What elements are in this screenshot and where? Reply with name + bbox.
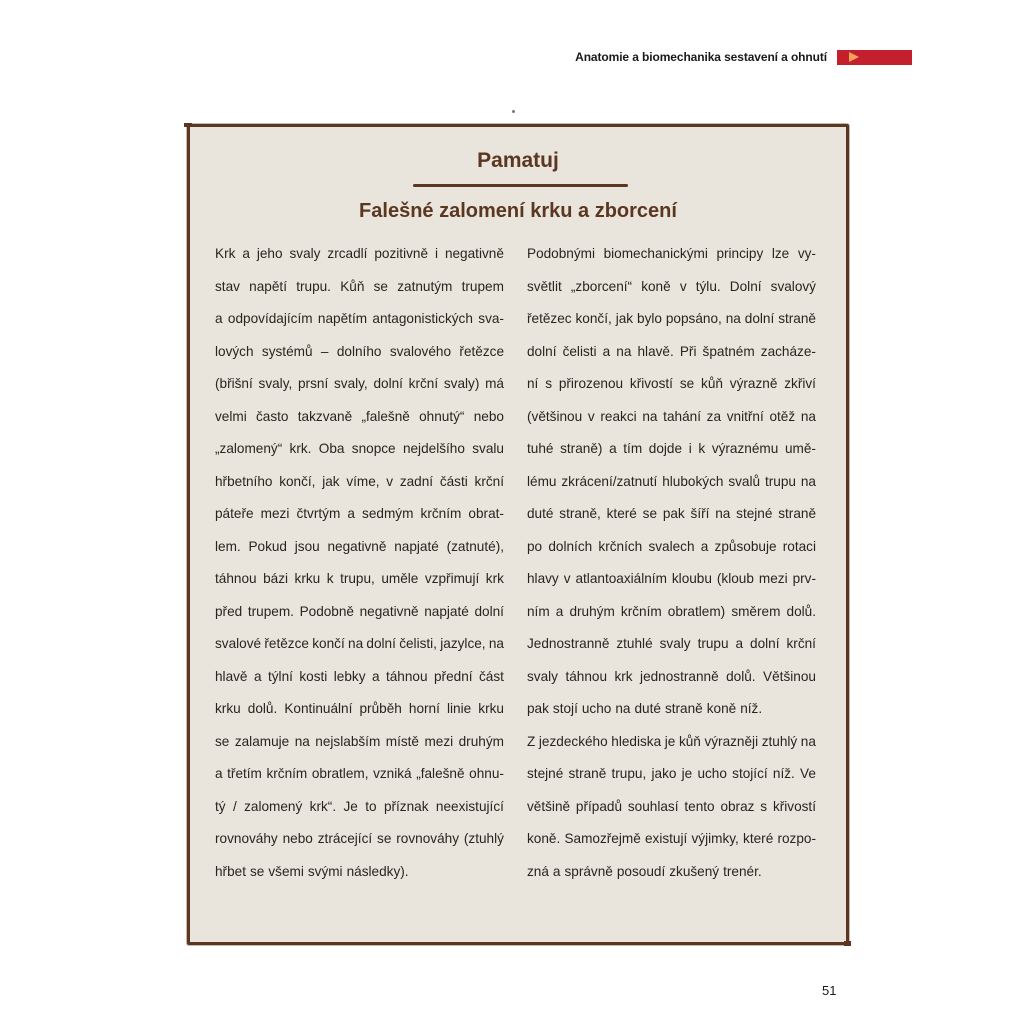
- text-line: hlavě a týlní kosti lebky a táhnou přední část: [215, 668, 504, 684]
- text-line: Z jezdeckého hlediska je kůň výrazněji ztuhlý na: [527, 733, 816, 749]
- decorative-speck: [512, 110, 515, 113]
- text-line: (břišní svaly, prsní svaly, dolní krční svaly) má: [215, 376, 504, 391]
- text-line: „zalomený“ krk. Oba snopce nejdelšího svalu: [215, 441, 504, 456]
- text-line: (většinou v reakci na tahání za vnitřní otěž na: [527, 408, 816, 424]
- text-line: stav napětí trupu. Kůň se zatnutým trupem: [215, 278, 504, 294]
- text-line: Podobnými biomechanickými principy lze vy-: [527, 246, 816, 261]
- arrow-right-icon: [849, 52, 859, 62]
- text-line: páteře mezi čtvrtým a sedmým krčním obrat-: [215, 506, 504, 521]
- text-line: většině případů souhlasí tento obraz s křivostí: [527, 798, 816, 814]
- title-divider: [413, 184, 628, 187]
- text-line: tý / zalomený krk“. Je to příznak neexistující: [215, 798, 504, 814]
- text-line: Krk a jeho svaly zrcadlí pozitivně i negativně: [215, 246, 504, 261]
- text-line: ním a druhým krčním obratlem) směrem dolů.: [527, 603, 816, 619]
- text-line: stejné straně trupu, jako je ucho stojící níž. Ve: [527, 766, 816, 781]
- text-line: hřbetního končí, jak víme, v zadní části krční: [215, 473, 504, 489]
- text-line: ní s přirozenou křivostí se kůň výrazně zkřiví: [527, 376, 816, 391]
- text-line: krku dolů. Kontinuální průběh horní linie krku: [215, 701, 504, 716]
- text-line: dolní čelisti a na hlavě. Při špatném zacháze-: [527, 343, 816, 359]
- text-line: a odpovídajícím napětím antagonistických sva-: [215, 311, 504, 326]
- text-line: hřbet se všemi svými následky).: [215, 863, 409, 879]
- text-line: se zalamuje na nejslabším místě mezi druhým: [215, 733, 504, 749]
- page-number: 51: [822, 983, 837, 998]
- remember-box: [187, 124, 849, 945]
- right-column: [527, 238, 816, 888]
- text-line: lových systémů – dolního svalového řetězce: [215, 343, 504, 359]
- text-line: svaly táhnou krk jednostranně dolů. Většinou: [527, 668, 816, 684]
- text-line: světlit „zborcení“ koně v týlu. Dolní svalový: [527, 278, 816, 294]
- text-line: po dolních krčních svalech a způsobuje rotaci: [527, 538, 816, 554]
- text-line: táhnou bázi krku k trupu, uměle vzpřimují krk: [215, 571, 504, 586]
- running-header-title: Anatomie a biomechanika sestavení a ohnutí: [575, 50, 827, 64]
- text-line: rovnováhy nebo ztrácející se rovnováhy (ztuhlý: [215, 831, 504, 846]
- text-line: lem. Pokud jsou negativně napjaté (zatnuté),: [215, 538, 504, 554]
- text-line: koně. Samozřejmě existují výjimky, které rozpo-: [527, 831, 816, 846]
- text-line: lému zkrácení/zatnutí hlubokých svalů trupu na: [527, 473, 816, 489]
- text-line: řetězec končí, jak bylo popsáno, na dolní straně: [527, 311, 816, 326]
- text-line: Jednostranně ztuhlé svaly trupu a dolní krční: [527, 636, 816, 651]
- text-line: pak stojí ucho na duté straně koně níž.: [527, 701, 763, 716]
- header-accent-bar: [837, 50, 912, 65]
- running-header: [560, 49, 912, 65]
- text-line: svalové řetězce končí na dolní čelisti, jazylce, na: [215, 636, 504, 651]
- text-line: tuhé straně) a tím dojde i k výraznému umě-: [527, 441, 816, 456]
- left-column: [215, 238, 504, 888]
- box-title: Pamatuj: [477, 149, 559, 172]
- box-subtitle: Falešné zalomení krku a zborcení: [359, 200, 677, 222]
- text-line: zná a správně posoudí zkušený trenér.: [527, 863, 762, 879]
- text-line: a třetím krčním obratlem, vzniká „falešně ohnu-: [215, 766, 504, 781]
- text-line: velmi často takzvaně „falešně ohnutý“ nebo: [215, 408, 504, 424]
- text-line: duté straně, které se pak šíří na stejné straně: [527, 506, 816, 521]
- text-line: hlavy v atlantoaxiálním kloubu (kloub mezi prv-: [527, 571, 816, 586]
- text-line: před trupem. Podobně negativně napjaté dolní: [215, 603, 504, 619]
